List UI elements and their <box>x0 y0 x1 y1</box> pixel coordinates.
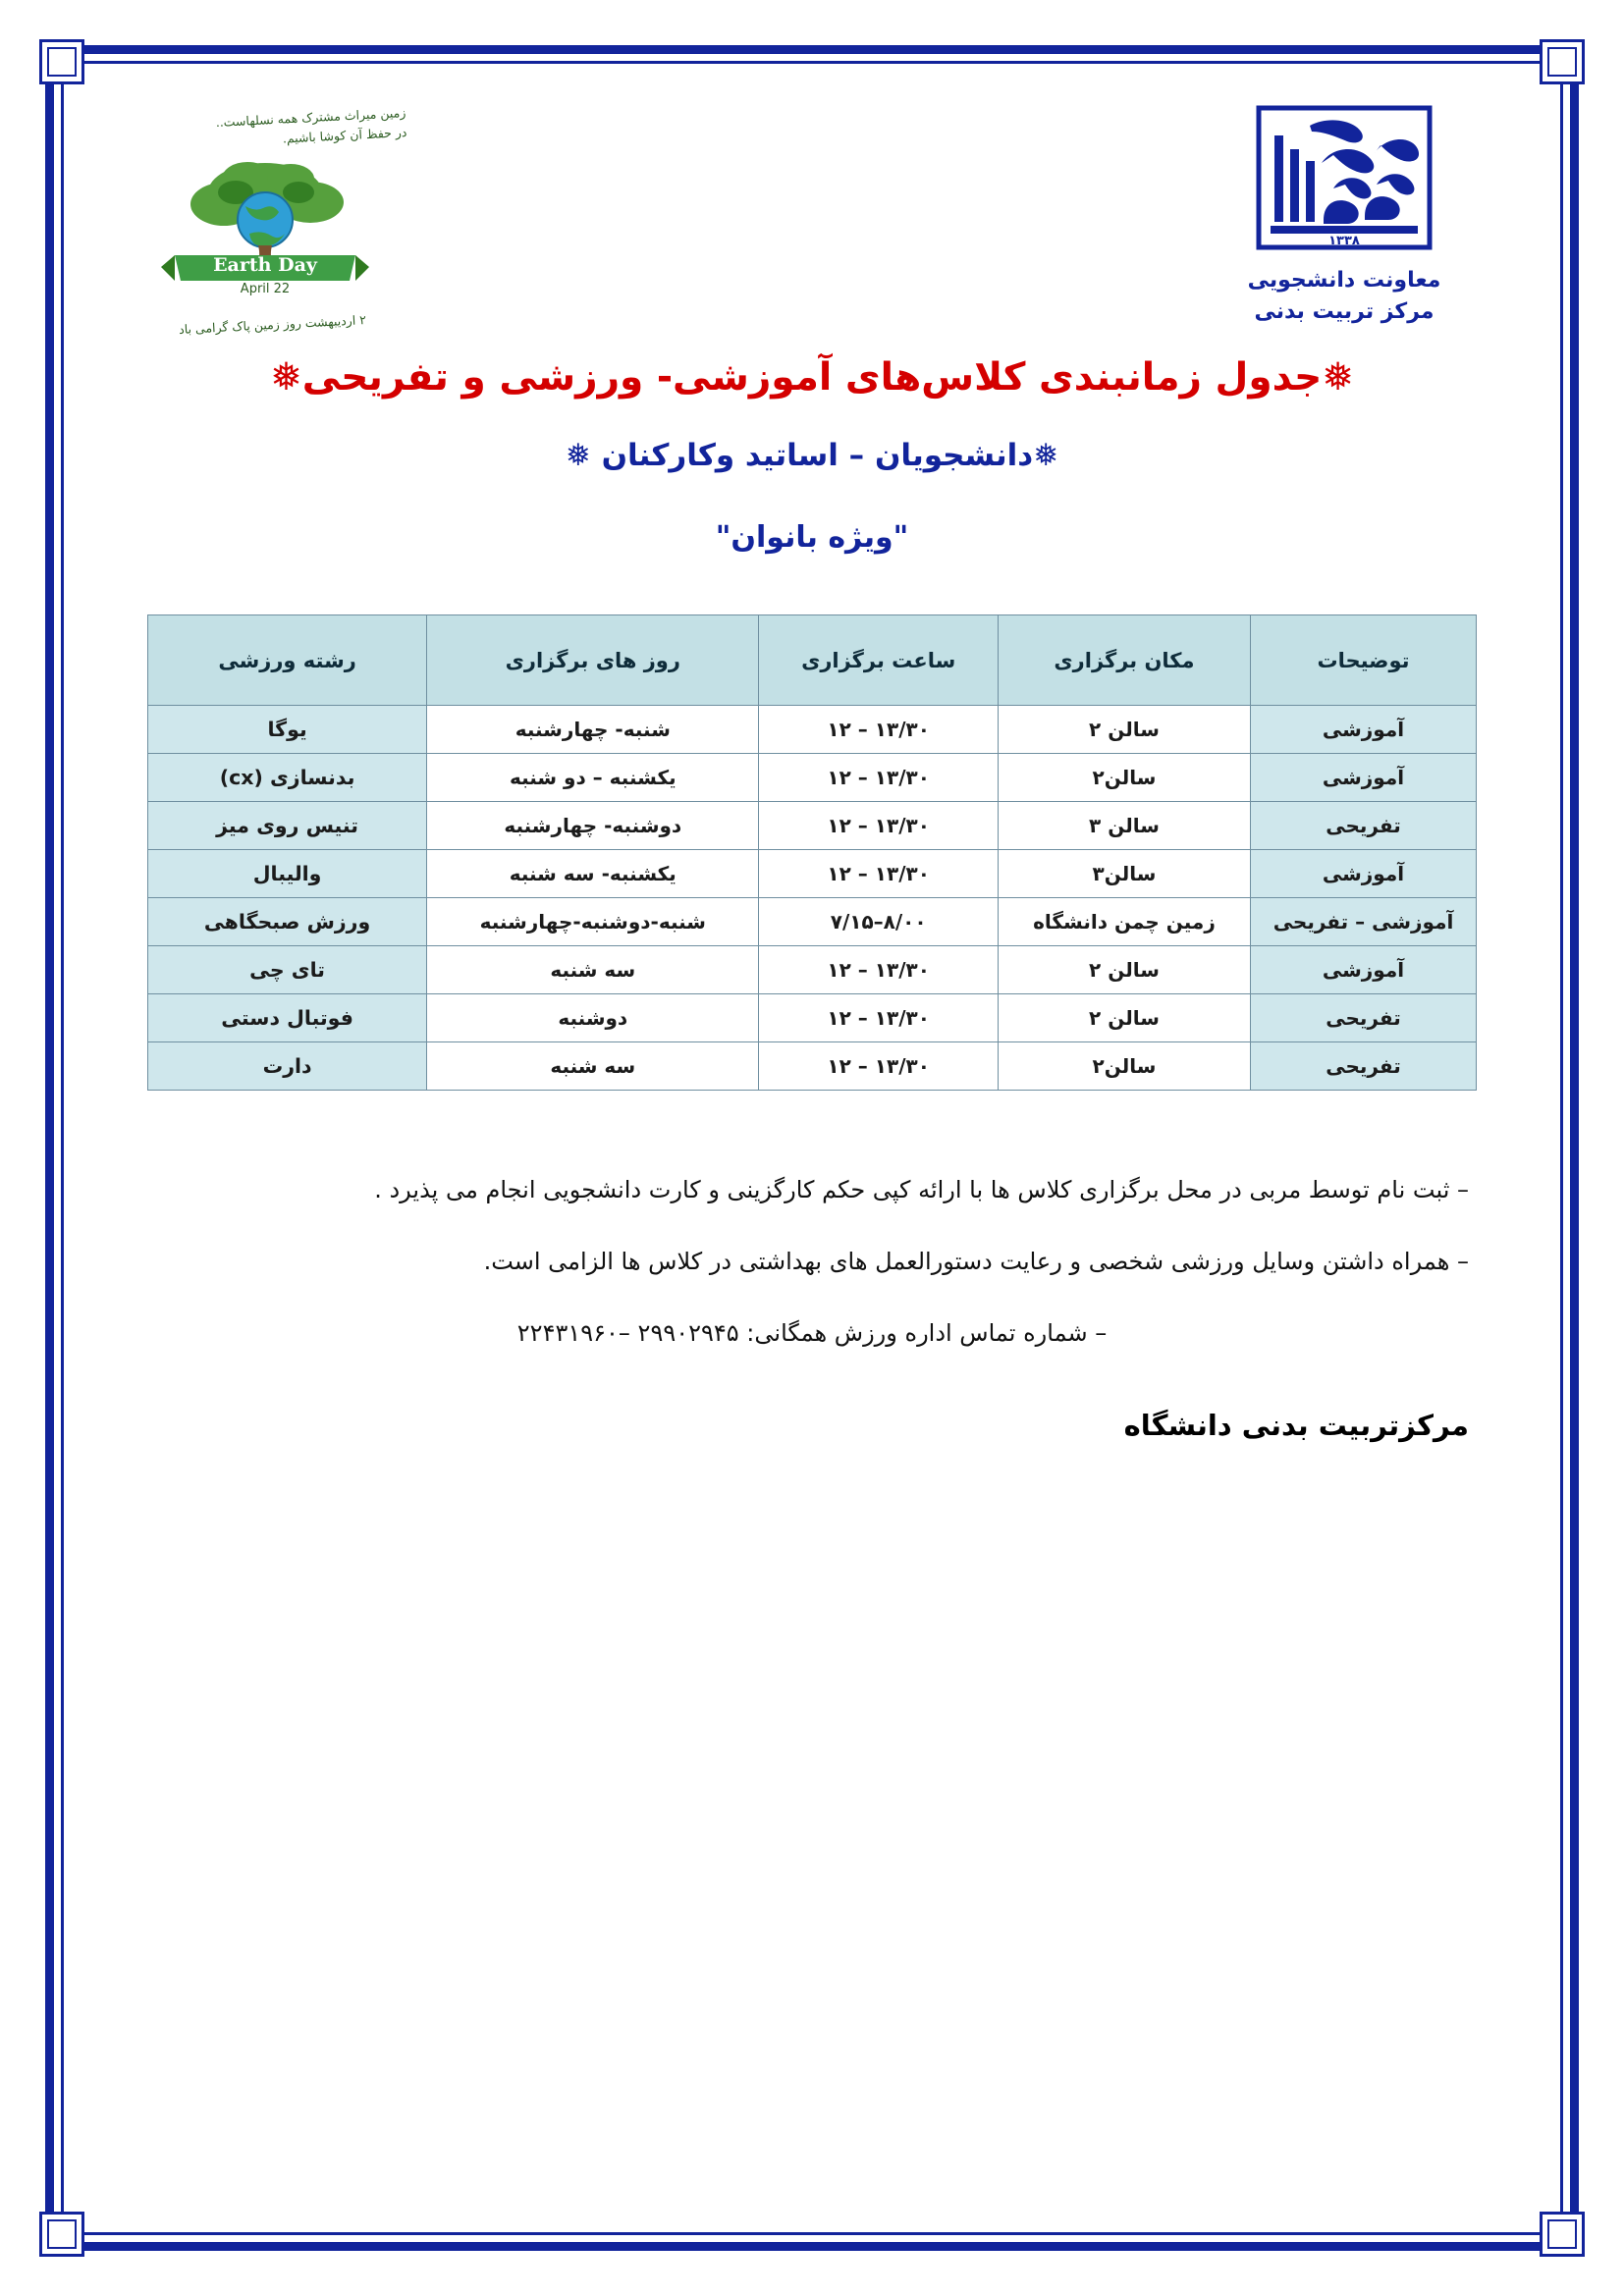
cell-days: یکشنبه – دو شنبه <box>427 754 759 802</box>
cell-sport: دارت <box>148 1042 427 1091</box>
cell-time: ۱۳/۳۰ – ۱۲ <box>759 946 999 994</box>
university-seal-icon <box>1251 102 1437 259</box>
column-header-sport: رشته ورزشی <box>148 615 427 706</box>
corner-ornament-top-left <box>1540 39 1585 84</box>
poster-titles <box>79 349 1545 560</box>
cell-time: ۱۳/۳۰ – ۱۲ <box>759 706 999 754</box>
cell-place: سالن ۲ <box>998 946 1250 994</box>
cell-time: ۸/۰۰–۷/۱۵ <box>759 898 999 946</box>
table-header-row <box>148 615 1477 706</box>
cell-time: ۱۳/۳۰ – ۱۲ <box>759 1042 999 1091</box>
corner-ornament-bottom-right <box>39 2212 84 2257</box>
cell-sport: والیبال <box>148 850 427 898</box>
cell-note: تفریحی <box>1251 994 1477 1042</box>
cell-note: تفریحی <box>1251 802 1477 850</box>
cell-place: سالن۲ <box>998 1042 1250 1091</box>
table-row <box>148 850 1477 898</box>
column-header-place: مکان برگزاری <box>998 615 1250 706</box>
cell-place: زمین چمن دانشگاه <box>998 898 1250 946</box>
university-logo-block <box>1182 102 1506 328</box>
page-title: ❅جدول زمانبندی کلاس‌های آموزشی- ورزشی و تفریحی❅ <box>270 355 1354 400</box>
column-header-days: روز های برگزاری <box>427 615 759 706</box>
corner-ornament-bottom-left <box>1540 2212 1585 2257</box>
cell-days: سه شنبه <box>427 946 759 994</box>
note-contact-phone: – شماره تماس اداره ورزش همگانی: ۲۹۹۰۲۹۴۵ –۲۲۴۳۱۹۶۰ <box>516 1318 1108 1347</box>
cell-days: شنبه- چهارشنبه <box>427 706 759 754</box>
column-header-time: ساعت برگزاری <box>759 615 999 706</box>
cell-note: آموزشی <box>1251 706 1477 754</box>
university-subtitle-line2: مرکز تربیت بدنی <box>1254 298 1435 324</box>
cell-note: آموزشی <box>1251 946 1477 994</box>
earth-day-illustration-icon <box>118 149 412 296</box>
cell-days: سه شنبه <box>427 1042 759 1091</box>
note-equipment: – همراه داشتن وسایل ورزشی شخصی و رعایت دستورالعمل های بهداشتی در کلاس ها الزامی است. <box>483 1247 1469 1275</box>
cell-place: سالن ۲ <box>998 706 1250 754</box>
table-row <box>148 754 1477 802</box>
table-row <box>148 1042 1477 1091</box>
svg-text:Earth Day: Earth Day <box>213 254 317 276</box>
poster-content <box>79 79 1545 2217</box>
cell-time: ۱۳/۳۰ – ۱۲ <box>759 802 999 850</box>
cell-time: ۱۳/۳۰ – ۱۲ <box>759 850 999 898</box>
page-subtitle: ❅دانشجویان – اساتید وکارکنان ❅ <box>565 437 1059 473</box>
earth-day-top-text-line2: در حفظ آن کوشا باشیم. <box>282 124 407 146</box>
cell-sport: یوگا <box>148 706 427 754</box>
earth-day-graphic <box>118 102 412 357</box>
cell-days: دوشنبه <box>427 994 759 1042</box>
table-row <box>148 994 1477 1042</box>
cell-time: ۱۳/۳۰ – ۱۲ <box>759 994 999 1042</box>
page-subtitle-women: "ویژه بانوان" <box>715 520 909 555</box>
table-row <box>148 802 1477 850</box>
cell-note: تفریحی <box>1251 1042 1477 1091</box>
cell-sport: بدنسازی (cx) <box>148 754 427 802</box>
university-subtitle <box>1182 265 1506 328</box>
table-row <box>148 706 1477 754</box>
svg-text:April 22: April 22 <box>240 282 291 296</box>
cell-sport: ورزش صبحگاهی <box>148 898 427 946</box>
cell-note: آموزشی <box>1251 850 1477 898</box>
column-header-note: توضیحات <box>1251 615 1477 706</box>
earth-day-top-text <box>140 103 407 156</box>
table-row <box>148 898 1477 946</box>
schedule-table-wrapper <box>147 614 1477 1091</box>
cell-place: سالن۲ <box>998 754 1250 802</box>
cell-sport: فوتبال دستی <box>148 994 427 1042</box>
earth-day-top-text-line1: زمین میراث مشترک همه نسلهاست.. <box>215 104 406 131</box>
cell-days: شنبه-دوشنبه-چهارشنبه <box>427 898 759 946</box>
cell-days: دوشنبه- چهارشنبه <box>427 802 759 850</box>
university-subtitle-line1: معاونت دانشجویی <box>1247 268 1441 293</box>
cell-sport: تای چی <box>148 946 427 994</box>
cell-note: آموزشی – تفریحی <box>1251 898 1477 946</box>
earth-day-bottom-text: ۲ اردیبهشت روز زمین پاک گرامی باد <box>178 312 367 337</box>
cell-days: یکشنبه- سه شنبه <box>427 850 759 898</box>
cell-place: سالن ۳ <box>998 802 1250 850</box>
cell-place: سالن۳ <box>998 850 1250 898</box>
poster-header <box>79 79 1545 337</box>
note-registration: – ثبت نام توسط مربی در محل برگزاری کلاس ها با ارائه کپی حکم کارگزینی و کارت دانشجویی انجام می پذیرد . <box>374 1176 1469 1203</box>
svg-text:۱۳۳۸: ۱۳۳۸ <box>1328 234 1360 248</box>
cell-sport: تنیس روی میز <box>148 802 427 850</box>
cell-place: سالن ۲ <box>998 994 1250 1042</box>
footer-signature: مرکزتربیت بدنی دانشگاه <box>1123 1409 1469 1443</box>
table-row <box>148 946 1477 994</box>
notes-section <box>155 1167 1469 1356</box>
cell-time: ۱۳/۳۰ – ۱۲ <box>759 754 999 802</box>
cell-note: آموزشی <box>1251 754 1477 802</box>
schedule-table <box>147 614 1477 1091</box>
